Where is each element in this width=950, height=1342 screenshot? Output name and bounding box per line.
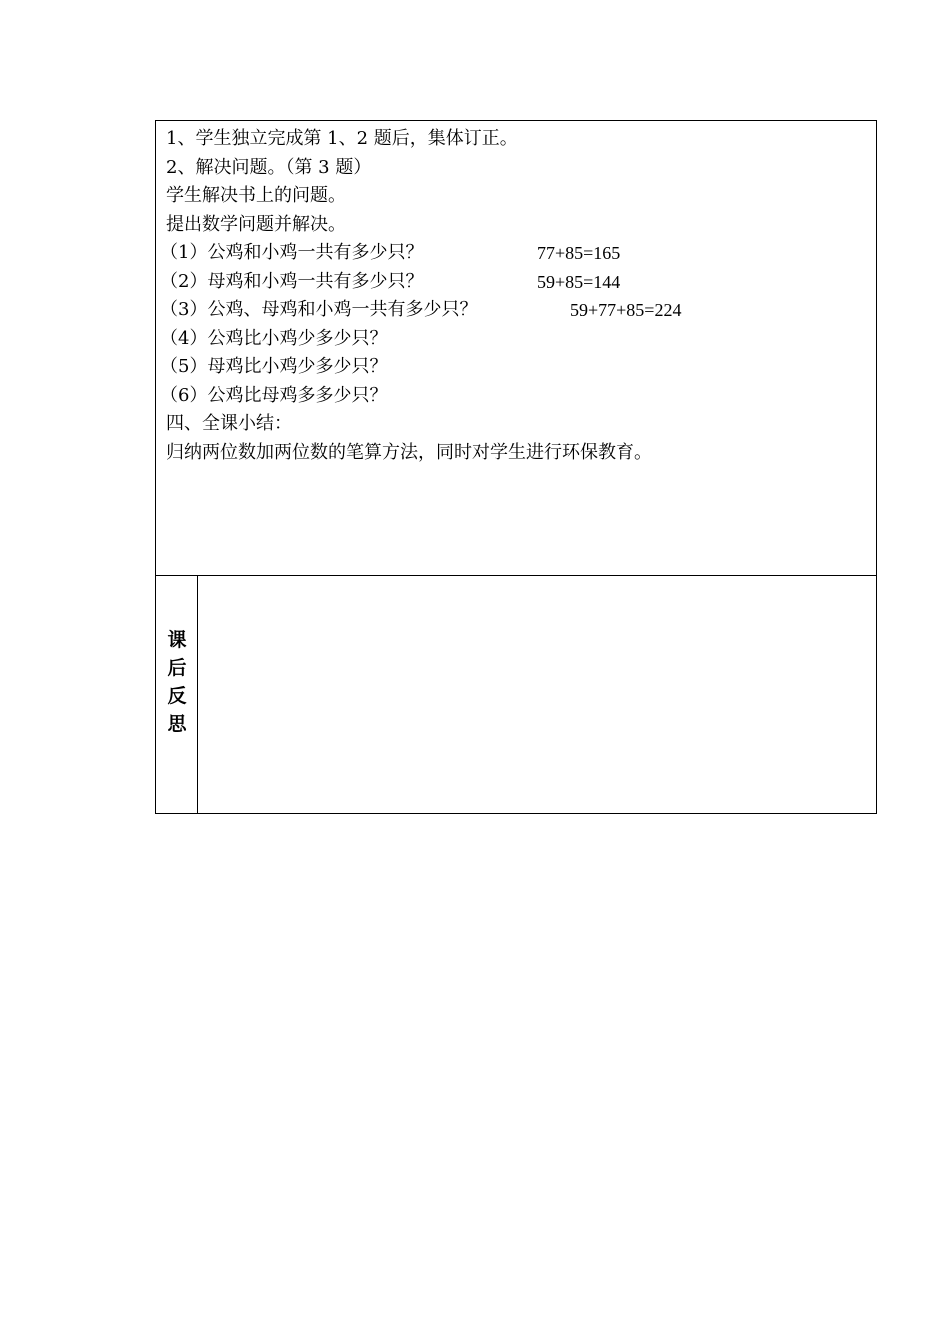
section-heading [166, 410, 876, 439]
label-char: 课 [167, 629, 187, 651]
lesson-table [155, 120, 877, 814]
question-text: （3）公鸡、母鸡和小鸡一共有多少只？ [160, 299, 478, 320]
question-text: （6）公鸡比母鸡多多少只？ [160, 384, 388, 406]
reflection-row [156, 576, 876, 814]
question-line [160, 325, 876, 354]
reflection-content-cell [198, 576, 876, 814]
text-line [166, 182, 876, 211]
text-line [166, 439, 876, 468]
equation-text: 77+85=165 [537, 243, 621, 263]
line-text: 提出数学问题并解决。 [166, 213, 346, 235]
question-text: （1）公鸡和小鸡一共有多少只？ [160, 242, 424, 263]
equation-text: 59+85=144 [537, 271, 621, 292]
line-text: 2、解决问题。（第 3 题） [166, 156, 372, 178]
question-line [160, 382, 876, 411]
text-line [166, 125, 876, 154]
line-text: 1、学生独立完成第 1、2 题后，集体订正。 [166, 128, 518, 149]
label-char: 思 [167, 713, 187, 735]
label-char: 后 [167, 657, 187, 679]
text-line [166, 154, 876, 183]
summary-text: 归纳两位数加两位数的笔算方法，同时对学生进行环保教育。 [166, 441, 652, 463]
question-text: （2）母鸡和小鸡一共有多少只？ [160, 270, 424, 292]
question-text: （5）母鸡比小鸡少多少只？ [160, 356, 388, 377]
equation-text: 59+77+85=224 [570, 300, 682, 320]
summary-heading: 四、全课小结： [166, 413, 292, 434]
question-line [160, 296, 876, 325]
reflection-label-cell [156, 576, 198, 814]
question-line [160, 353, 876, 382]
question-text: （4）公鸡比小鸡少多少只？ [160, 327, 388, 349]
label-char: 反 [167, 685, 187, 707]
question-line [160, 268, 876, 297]
reflection-label [156, 626, 198, 738]
text-line [166, 211, 876, 240]
lesson-content-cell [156, 121, 876, 576]
question-line [160, 239, 876, 268]
line-text: 学生解决书上的问题。 [166, 185, 346, 206]
